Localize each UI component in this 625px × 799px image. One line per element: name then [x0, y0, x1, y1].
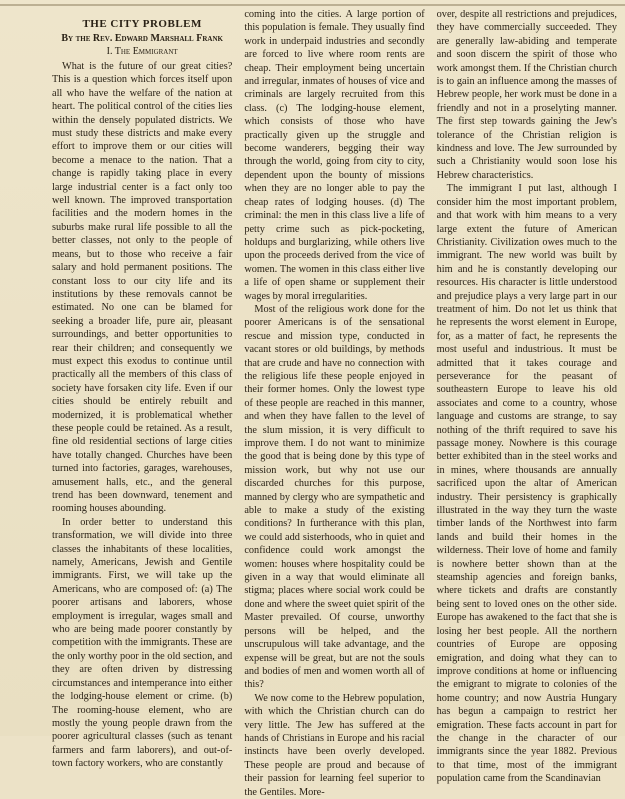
article-title: THE CITY PROBLEM	[82, 18, 202, 30]
column-2	[244, 8, 425, 798]
article-byline: By the Rev. Edward Marshall Frank	[61, 33, 223, 44]
article-columns	[52, 8, 617, 798]
paragraph: What is the future of our great cities? This is a question which forces itself upon all who have the welfare of the nation at heart. The political control of the cities lies within the densely populated districts. We must study these districts and make every effort to improve them or our cities will become a menace to the nation. That a change is rapidly taking place in every large industrial center is a fact only too well known. The improved transportation facilities and the modern homes in the suburbs make rural life possible to all the better classes, not only to the people of means, but to those who receive a fair salary and hold permanent positions. The constant loss to our city life and its institutions by these removals cannot be estimated. No one can be blamed for seeking a broader life, pure air, pleasant surroundings, and better opportunities to rear their children; and consequently we must expect this exodus to continue until practically all the members of this class of society have forsaken city life. Even if our cities should be entirely rebuilt and modernized, it is problematical whether these people could be retained. As a result, fine old residential sections of large cities have totally changed. Churches have been turned into factories, garages, warehouses, amusement halls, etc., and the general trend has been downward, tenement and rooming houses abounding.	[52, 61, 233, 515]
top-rule	[0, 4, 625, 6]
column-1	[52, 8, 233, 770]
paragraph: Most of the religious work done for the poorer Americans is of the sensational rescue and mission type, conducted in vacant stores or old buildings, by methods that are crude and have no connection with the religious life these people enjoyed in their former homes. Only the lowest type of these people are reached in this manner, and when they have fallen to the level of the slum mission, it is very difficult to improve them. I do not want to minimize the good that is being done by this type of mission work, but why not use our discarded churches for this purpose, manned by clergy who are sympathetic and able to make a study of the existing conditions? In furtherance with this plan, we could add sisterhoods, who in quiet and confidence could work amongst the women: houses where hospitality could be given in a way that would eliminate all stigma; places where social work could be done and where the sweet quiet spirit of the Master prevailed. Of course, unworthy persons will be helped, and the unscrupulous will take advantage, and the expense will be great, but are not the souls and bodies of men and women worth all of this?	[244, 303, 425, 691]
section-heading: I. The Emmigrant	[106, 46, 178, 57]
column-3	[436, 8, 617, 785]
paragraph: over, despite all restrictions and prejudices, they have commercially succeeded. They are generally law-abiding and temperate and soon discern the spirit of those who work amongst them. If the Christian church is to gain an influence among the masses of Hebrew people, her work must be done in a friendly and not in a proselyting manner. The first step towards gaining the Jew's tolerance of the Christian religion is kindness and love. The Jew surrounded by such a Christianity would soon lose his Hebrew characteristics.	[436, 9, 617, 181]
paragraph: coming into the cities. A large portion of this population is female. They usually find work in underpaid industries and secondly are forced to live where room rents are cheap. Their employment being uncertain and irregular, inmates of houses of vice and criminals are largely recruited from this class. (c) The lodging-house element, which consists of those who have practically given up the struggle and become wanderers, begging their way through the world, going from city to city, dependent upon the bounty of missions when they are no longer able to pay the cheap rates of lodging houses. (d) The criminal: the men in this class live a life of petty crime such as pick-pocketing, holdups and burglarizing, while others live upon the proceeds derived from the vice of women. The women in this class either live a life of open shame or supplement their wages by moral irregularities.	[244, 9, 425, 302]
paragraph: We now come to the Hebrew population, with which the Christian church can do very little. The Jew has suffered at the hands of Christians in Europe and his racial instincts have been overly developed. These people are proud and because of their passion for learning feel superior to the Gentiles. More-	[244, 692, 425, 798]
paragraph: In order better to understand this transformation, we will divide into three classes the inhabitants of these localities, namely, Americans, Jewish and Gentile immigrants. First, we will take up the Americans, who are composed of: (a) The poorer artisans and laborers, whose employment is irregular, wages small and who are being made poorer constantly by competition with the immigrants. These are the only worthy poor in the old section, and they are often driven by distressing circumstances and intemperance into either the lodging-house element or crime. (b) The rooming-house element, who are mostly the young people drawn from the poorer agricultural classes (such as tenant farmers and farm laborers), and out-of-town factory workers, who are constantly	[52, 516, 233, 770]
paragraph: The immigrant I put last, although I consider him the most important problem, and that work with him means to a very large extent the future of American Christianity. Civilization owes much to the immigrant. The new world was built by him and he is constantly developing our resources. His character is little understood and prejudice plays a very large part in our treatment of him. Do not let us think that he represents the worst element in Europe, for, as a matter of fact, he represents the most useful and industrious. It must be admitted that it takes courage and perseverance for the peasant of southeastern Europe to leave his old associates and come to a country, whose language and customs are strange, to say nothing of the thrift required to save his passage money. Nowhere is this courage better exhibited than in the steel works and in mines, where thousands are annually sacrificed upon the altar of American industry. Their persistency is graphically illustrated in the way they turn the waste timber lands of the Northwest into farm lands and build their homes in the wilderness. Their love of home and family is nowhere better shown than at the steamship agencies and foreign banks, where tickets and drafts are constantly being sent to loved ones on the other side. Europe has awakened to the fact that she is losing her best people. All the northern countries of Europe are opposing emigration, and doing what they can to improve conditions at home or influencing the emigrant to migrate to colonies of the home country; and now Austria Hungary has begun a campaign to restrict her emigration. These facts account in part for the change in the character of our immigrants since the year 1882. Previous to that time, most of the immigrant population came from the Scandinavian	[436, 183, 617, 785]
